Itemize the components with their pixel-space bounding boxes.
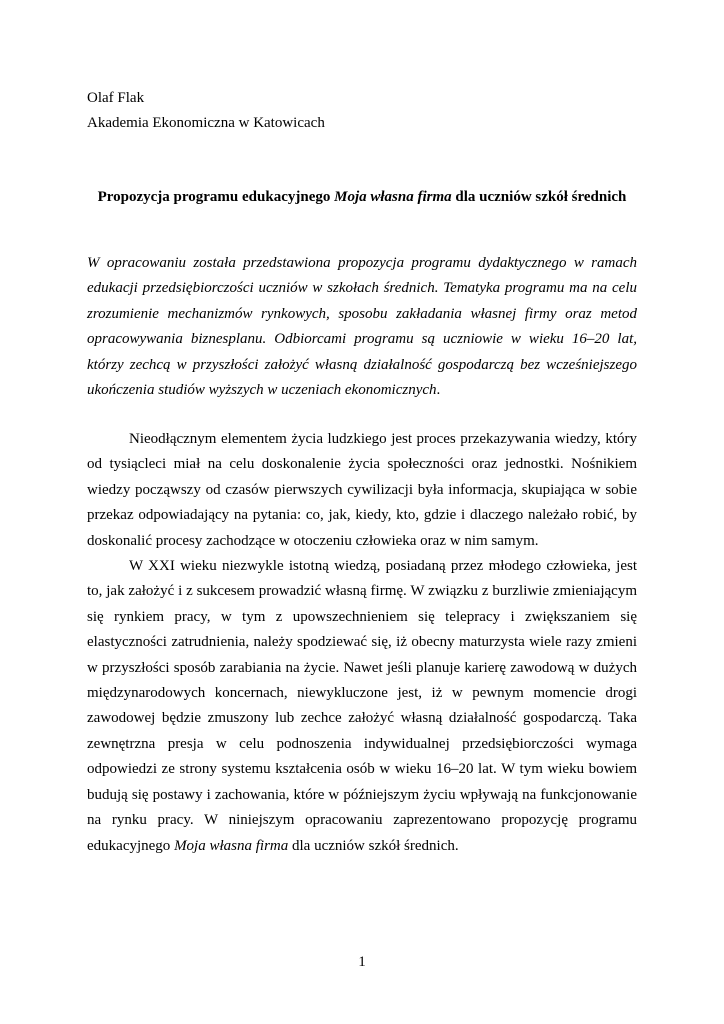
abstract-text: W opracowaniu została przedstawiona propozycja programu dydaktycznego w ramach edukacji przedsiębiorczości uczniów w szkołach średnich. Tematyka programu ma na celu zrozumienie mechanizmów rynkowych, sposobu zakładania własnej firmy oraz metod opracowywania biznesplanu. Odbiorcami programu są uczniowie w wieku 16–20 lat, którzy zechcą w przyszłości założyć własną działalność gospodarczą bez wcześniejszego ukończenia studiów wyższych w uczeniach ekonomicznych	[87, 255, 637, 399]
author-block	[87, 86, 325, 136]
paragraph-2	[87, 554, 637, 859]
title-prefix: Propozycja programu edukacyjnego	[97, 189, 335, 205]
abstract	[87, 251, 637, 403]
paper-title	[87, 186, 637, 208]
paragraph-2-end: dla uczniów szkół średnich.	[288, 837, 459, 854]
author-affiliation: Akademia Ekonomiczna w Katowicach	[87, 115, 325, 131]
abstract-end: .	[436, 382, 441, 399]
paragraph-1: Nieodłącznym elementem życia ludzkiego jest proces przekazywania wiedzy, który od tysiącleci miał na celu doskonalenie życia społeczności oraz jednostki. Nośnikiem wiedzy począwszy od czasów pierwszych cywilizacji była informacja, skupiająca w sobie przekaz odpowiadający na pytania: co, jak, kiedy, kto, gdzie i dlaczego należało robić, by doskonalić procesy zachodzące w otoczeniu człowieka oraz w nim samym.	[87, 431, 637, 549]
page-number: 1	[358, 954, 366, 970]
paragraph-2-italic: Moja własna firma	[174, 837, 289, 854]
body-text	[87, 427, 637, 859]
title-italic: Moja własna firma	[334, 189, 452, 205]
title-suffix: dla uczniów szkół średnich	[451, 189, 627, 205]
paragraph-2-main: W XXI wieku niezwykle istotną wiedzą, posiadaną przez młodego człowieka, jest to, jak założyć i z sukcesem prowadzić własną firmę. W związku z burzliwie zmieniającym się rynkiem pracy, w tym z upowszechnieniem się telepracy i zwiększaniem się elastyczności zatrudnienia, należy spodziewać się, iż obecny maturzysta wiele razy zmieni w przyszłości sposób zarabiania na życie. Nawet jeśli planuje karierę zawodową w dużych międzynarodowych koncernach, niewykluczone jest, iż w pewnym momencie drogi zawodowej będzie zmuszony lub zechce założyć własną działalność gospodarczą. Taka zewnętrzna presja w celu podnoszenia indywidualnej przedsiębiorczości wymaga odpowiedzi ze strony systemu kształcenia osób w wieku 16–20 lat. W tym wieku bowiem budują się postawy i zachowania, które w późniejszym życiu wpływają na funkcjonowanie na rynku pracy. W niniejszym opracowaniu zaprezentowano propozycję programu edukacyjnego	[87, 558, 637, 854]
author-name: Olaf Flak	[87, 90, 145, 106]
